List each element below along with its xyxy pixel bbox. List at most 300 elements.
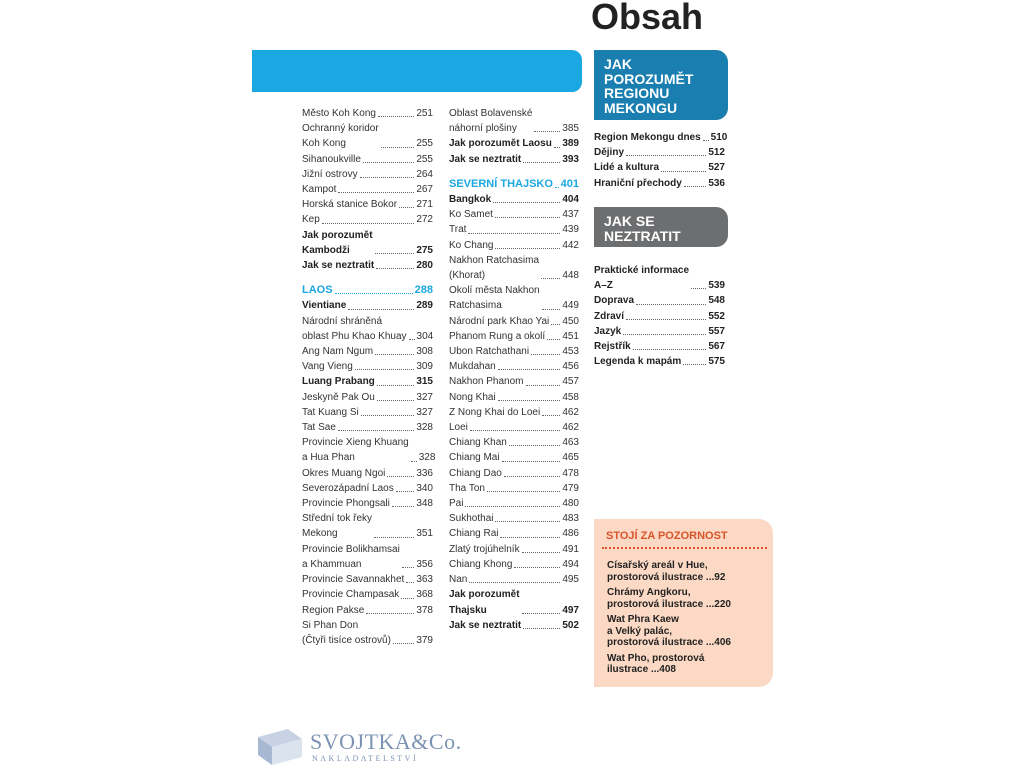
toc-entry-name: Zdraví [594, 310, 625, 322]
toc-entry-title [449, 329, 545, 344]
toc-entry[interactable] [449, 192, 579, 207]
toc-entry-page: 275 [416, 244, 433, 256]
toc-entry-name: Ko Chang [449, 239, 494, 251]
leader-dots [401, 597, 414, 599]
toc-entry[interactable] [302, 405, 433, 420]
toc-entry-name: Bangkok [449, 194, 492, 206]
toc-entry-name: Okolí města Nakhon [449, 285, 540, 297]
toc-entry-name: Chiang Dao [449, 467, 502, 479]
leader-dots [703, 139, 709, 141]
toc-entry-page: 404 [562, 194, 579, 206]
toc-entry-page: 495 [562, 574, 579, 586]
toc-entry-title [594, 145, 624, 160]
toc-entry-title [449, 405, 540, 420]
toc-entry-page: 442 [562, 239, 579, 251]
leader-dots [534, 130, 560, 132]
toc-entry-page: 548 [708, 295, 725, 307]
toc-entry-page: 368 [416, 589, 433, 601]
toc-entry-page: 308 [416, 346, 433, 358]
leader-dots [355, 368, 415, 370]
toc-entry[interactable] [302, 106, 433, 121]
toc-entry-name: Provincie Bolikhamsai [302, 543, 400, 555]
toc-entry-name: Praktické informace [594, 265, 690, 276]
toc-entry[interactable] [302, 298, 433, 313]
toc-entry-page: 363 [416, 574, 433, 586]
toc-entry-name: Hraniční přechody [594, 177, 682, 189]
toc-entry[interactable] [302, 587, 433, 602]
toc-entry-name: Pai [449, 498, 464, 510]
leader-dots [393, 642, 414, 644]
toc-entry-title [449, 435, 507, 450]
toc-entry-page: 315 [416, 376, 433, 388]
toc-entry[interactable] [449, 207, 579, 222]
leader-dots [498, 399, 561, 401]
toc-entry-page: 494 [562, 558, 579, 570]
toc-entry-name: Mukdahan [449, 361, 496, 373]
toc-entry-name: Nakhon Phanom [449, 376, 524, 388]
leader-dots [387, 475, 414, 477]
toc-entry-title [594, 293, 634, 308]
toc-entry-name-cont: A–Z [594, 280, 613, 292]
toc-entry-title [302, 481, 394, 496]
leader-dots [495, 520, 560, 522]
toc-entry-title [449, 481, 485, 496]
toc-entry-name: Vang Vieng [302, 361, 353, 373]
toc-entry-title [594, 324, 621, 339]
leader-dots [542, 308, 561, 310]
toc-entry-title [302, 420, 336, 435]
toc-entry-name: Jazyk [594, 325, 622, 337]
toc-entry-name-cont: (Čtyři tisíce ostrovů) [302, 634, 391, 646]
toc-entry[interactable] [302, 390, 433, 405]
toc-entry-page: 478 [562, 467, 579, 479]
toc-entry-page: 462 [562, 406, 579, 418]
toc-entry-name-cont: Ratchasima [449, 300, 502, 312]
leader-dots [495, 247, 560, 249]
publisher-logo [258, 725, 462, 767]
toc-entry[interactable] [449, 329, 579, 344]
toc-entry-title [449, 496, 463, 511]
toc-entry-title [449, 557, 512, 572]
toc-entry-name: Ochranný koridor [302, 123, 379, 135]
toc-entry-title [302, 359, 353, 374]
toc-entry-title [302, 344, 373, 359]
toc-entry-page: 328 [416, 422, 433, 434]
toc-entry[interactable] [449, 238, 579, 253]
leader-dots [487, 490, 560, 492]
toc-entry-page: 480 [562, 498, 579, 510]
toc-entry-title [302, 390, 375, 405]
leader-dots [683, 363, 706, 365]
toc-entry[interactable] [449, 542, 579, 557]
highlight-item-line: prostorová ilustrace ...406 [607, 637, 731, 648]
toc-entry-name: Kampot [302, 184, 337, 196]
toc-entry-title [449, 420, 468, 435]
toc-entry[interactable] [449, 435, 579, 450]
toc-entry-name: Provincie Savannakhet [302, 574, 405, 586]
highlight-item-line: prostorová ilustrace ...220 [607, 598, 731, 610]
leader-dots [375, 353, 414, 355]
toc-entry-title [449, 618, 521, 633]
toc-entry-page: 552 [708, 310, 725, 322]
toc-entry[interactable] [302, 618, 433, 648]
leader-dots [409, 338, 415, 340]
toc-entry-page: 557 [708, 325, 725, 337]
toc-entry-name: Legenda k mapám [594, 356, 682, 368]
toc-entry-page: 510 [710, 132, 728, 143]
toc-entry[interactable] [594, 160, 725, 175]
toc-entry-name: Provincie Phongsali [302, 498, 390, 510]
toc-entry[interactable] [449, 405, 579, 420]
toc-entry-page: 448 [562, 270, 579, 282]
highlight-item-line: a Velký palác, [607, 625, 673, 637]
toc-entry[interactable] [449, 374, 579, 389]
toc-entry[interactable] [594, 130, 728, 145]
toc-entry-name: Lidé a kultura [594, 162, 660, 174]
toc-entry-name: Tat Sae [302, 422, 336, 434]
toc-entry[interactable] [302, 542, 433, 572]
toc-entry-page: 272 [416, 214, 433, 226]
toc-entry[interactable] [302, 258, 433, 273]
toc-entry-name-cont: Thajsku [449, 604, 487, 616]
toc-entry-page: 456 [562, 361, 579, 373]
toc-entry-title [302, 603, 364, 618]
highlight-item-line: ilustrace ...408 [607, 664, 676, 675]
toc-entry-name: Jak porozumět Laosu [449, 138, 552, 150]
toc-entry[interactable] [449, 106, 579, 136]
section-box-neztratit[interactable]: JAK SE NEZTRATIT [594, 207, 728, 247]
toc-entry-name-cont: oblast Phu Khao Khuay [302, 330, 407, 342]
toc-entry[interactable] [449, 557, 579, 572]
leader-dots [498, 368, 561, 370]
toc-entry-page: 450 [562, 315, 579, 327]
leader-dots [500, 536, 560, 538]
leader-dots [469, 581, 560, 583]
toc-entry-name: Provincie Xieng Khuang [302, 437, 409, 449]
toc-entry[interactable] [302, 481, 433, 496]
toc-entry[interactable] [302, 435, 436, 465]
toc-entry-page: 385 [562, 123, 579, 135]
highlight-item-page: 92 [714, 571, 726, 583]
leader-dots [493, 201, 560, 203]
toc-column-1 [302, 106, 436, 648]
toc-entry[interactable] [302, 152, 433, 167]
toc-entry[interactable] [449, 390, 579, 405]
leader-dots [502, 460, 561, 462]
toc-entry-title [302, 374, 375, 389]
toc-entry-name-cont: a Hua Phan [302, 452, 355, 464]
leader-dots [531, 353, 560, 355]
toc-entry[interactable] [302, 314, 433, 344]
toc-section-laos[interactable]: LAOS 288 [302, 284, 433, 297]
highlight-item[interactable] [607, 614, 737, 649]
toc-entry-page: 536 [708, 177, 725, 189]
toc-entry-name: Chiang Mai [449, 452, 500, 464]
leader-dots [522, 551, 561, 553]
toc-entry-title [449, 136, 552, 151]
toc-entry[interactable] [302, 374, 433, 389]
toc-entry-page: 479 [562, 482, 579, 494]
leader-dots [375, 252, 415, 254]
toc-entry-name: Horská stanice Bokor [302, 199, 398, 211]
toc-entry-page: 356 [416, 558, 433, 570]
toc-entry[interactable] [449, 152, 579, 167]
logo-name: SVOJTKA&Co. [310, 729, 462, 754]
toc-entry-name: Střední tok řeky [302, 513, 373, 525]
toc-entry[interactable] [449, 314, 579, 329]
toc-entry[interactable] [594, 176, 725, 191]
toc-entry-page: 437 [562, 209, 579, 221]
toc-entry-title [302, 182, 336, 197]
toc-entry[interactable] [449, 496, 579, 511]
toc-entry[interactable] [302, 197, 433, 212]
highlight-divider [602, 547, 767, 549]
toc-entry-title [302, 197, 397, 212]
toc-entry-page: 486 [562, 528, 579, 540]
toc-entry[interactable] [449, 618, 579, 633]
leader-dots [541, 277, 560, 279]
toc-entry-title [594, 176, 682, 191]
toc-entry-page: 351 [416, 528, 433, 540]
toc-entry[interactable] [594, 339, 725, 354]
toc-entry[interactable] [594, 309, 725, 324]
leader-dots [377, 384, 415, 386]
highlight-item-page: 220 [714, 598, 731, 610]
toc-entry[interactable] [449, 222, 579, 237]
leader-dots [470, 429, 560, 431]
leader-dots [554, 146, 561, 148]
toc-entry[interactable] [302, 121, 433, 151]
toc-entry-name: Si Phan Don [302, 619, 359, 631]
toc-entry-title [302, 258, 374, 273]
toc-entry-title [594, 160, 659, 175]
toc-entry-name: Jak porozumět [302, 229, 373, 241]
toc-entry-page: 465 [562, 452, 579, 464]
toc-entry-page: 393 [562, 153, 579, 165]
leader-dots [399, 206, 414, 208]
leader-dots [514, 566, 560, 568]
toc-entry-page: 458 [562, 391, 579, 403]
toc-entry-title [449, 359, 496, 374]
toc-entry[interactable] [302, 603, 433, 618]
toc-entry-page: 327 [416, 391, 433, 403]
leader-dots [684, 185, 707, 187]
toc-entry[interactable] [449, 344, 579, 359]
toc-entry-name: Nan [449, 574, 468, 586]
toc-entry-title [449, 390, 496, 405]
leader-dots [366, 612, 414, 614]
toc-entry[interactable] [302, 212, 433, 227]
leader-dots [626, 154, 706, 156]
toc-entry-name: Z Nong Khai do Loei [449, 406, 541, 418]
leader-dots [636, 303, 706, 305]
toc-entry[interactable] [302, 496, 433, 511]
toc-entry-name: Nong Khai [449, 391, 496, 403]
toc-entry-name: Jižní ostrovy [302, 168, 358, 180]
toc-entry-name: Doprava [594, 295, 635, 307]
leader-dots [377, 399, 415, 401]
toc-entry[interactable] [449, 253, 579, 283]
leader-dots [406, 581, 414, 583]
leader-dots [348, 308, 414, 310]
leader-dots [504, 475, 561, 477]
toc-entry-name: Loei [449, 422, 468, 434]
toc-entry-title [302, 314, 407, 344]
toc-entry-title [302, 618, 391, 648]
toc-entry[interactable] [302, 511, 433, 541]
leader-dots [411, 460, 417, 462]
toc-entry[interactable] [302, 228, 433, 258]
leader-dots [378, 115, 414, 117]
toc-entry-name: Jak se neztratit [302, 260, 375, 272]
toc-entry-title [449, 344, 529, 359]
toc-entry-name: Phanom Rung a okolí [449, 330, 546, 342]
leader-dots [522, 612, 561, 614]
toc-entry-page: 575 [708, 356, 725, 368]
toc-entry-page: 539 [708, 280, 725, 292]
toc-entry-name: Severozápadní Laos [302, 482, 394, 494]
toc-entry-page: 336 [416, 467, 433, 479]
leader-dots [363, 161, 414, 163]
toc-entry[interactable] [449, 511, 579, 526]
book-logo-icon [258, 729, 302, 765]
toc-entry[interactable] [302, 572, 433, 587]
highlight-item[interactable] [607, 560, 737, 583]
toc-entry-title [449, 283, 540, 313]
toc-column-3a [594, 130, 728, 191]
toc-entry-title [449, 572, 467, 587]
toc-entry-page: 483 [562, 513, 579, 525]
toc-column-2 [449, 106, 579, 633]
leader-dots [396, 490, 415, 492]
toc-entry[interactable] [594, 293, 725, 308]
toc-entry-title [302, 212, 320, 227]
leader-dots [495, 216, 560, 218]
toc-entry-name: Luang Prabang [302, 376, 375, 388]
toc-entry-name: Národní park Khao Yai [449, 315, 550, 327]
toc-entry-page: 255 [416, 138, 433, 150]
toc-entry-page: 309 [416, 361, 433, 373]
toc-section-thajsko[interactable]: SEVERNÍ THAJSKO 401 [449, 177, 579, 190]
highlight-item-line: Wat Phra Kaew [607, 614, 679, 625]
toc-entry-title [449, 374, 524, 389]
toc-entry-title [302, 298, 346, 313]
toc-entry-title [302, 152, 361, 167]
highlight-box [594, 519, 773, 687]
leader-dots [374, 536, 414, 538]
toc-entry[interactable] [302, 359, 433, 374]
toc-entry-name: Nakhon Ratchasima [449, 254, 540, 266]
toc-entry-title [594, 263, 689, 293]
toc-entry[interactable] [449, 526, 579, 541]
toc-entry-title [302, 167, 358, 182]
toc-entry-name: Národní shráněná [302, 315, 383, 327]
leader-dots [376, 267, 414, 269]
leader-dots [633, 348, 707, 350]
toc-entry[interactable] [302, 420, 433, 435]
toc-entry[interactable] [449, 359, 579, 374]
toc-entry[interactable] [302, 167, 433, 182]
toc-entry-title [449, 314, 549, 329]
toc-entry-title [302, 587, 399, 602]
toc-entry-name: Trat [449, 224, 467, 236]
toc-entry-page: 378 [416, 604, 433, 616]
toc-entry[interactable] [302, 344, 433, 359]
toc-entry-name: Region Pakse [302, 604, 365, 616]
toc-entry[interactable] [594, 263, 725, 293]
toc-entry[interactable] [449, 481, 579, 496]
toc-entry[interactable] [449, 450, 579, 465]
toc-entry-title [302, 106, 376, 121]
toc-entry-page: 389 [562, 138, 579, 150]
toc-entry-name: Chiang Rai [449, 528, 499, 540]
toc-entry-name-cont: Koh Kong [302, 138, 346, 150]
leader-dots [381, 146, 415, 148]
toc-entry-page: 453 [562, 346, 579, 358]
leader-dots [551, 323, 560, 325]
toc-entry-page: 327 [416, 406, 433, 418]
toc-entry[interactable] [302, 182, 433, 197]
toc-entry-title [302, 511, 372, 541]
toc-entry[interactable] [449, 587, 579, 617]
toc-entry-page: 304 [416, 330, 434, 342]
highlight-item-page: 406 [714, 637, 731, 648]
section-banner [252, 50, 582, 92]
toc-column-3b [594, 263, 725, 369]
toc-entry-page: 497 [562, 604, 579, 616]
toc-entry[interactable] [594, 324, 725, 339]
toc-entry-title [302, 496, 390, 511]
toc-entry-name: Oblast Bolavenské [449, 108, 533, 119]
toc-entry-title [594, 130, 701, 145]
page-title: Obsah [591, 0, 704, 37]
leader-dots [661, 170, 706, 172]
toc-entry[interactable] [449, 420, 579, 435]
leader-dots [523, 161, 560, 163]
toc-entry[interactable] [449, 572, 579, 587]
leader-dots [691, 287, 706, 289]
toc-entry[interactable] [594, 145, 725, 160]
toc-entry-page: 264 [416, 168, 433, 180]
highlight-item[interactable] [607, 587, 737, 610]
toc-entry[interactable] [594, 354, 725, 369]
toc-entry-title [449, 106, 532, 136]
highlight-item[interactable] [607, 653, 737, 676]
toc-entry[interactable] [449, 283, 579, 313]
toc-entry-name: Rejstřík [594, 341, 631, 353]
toc-entry-title [449, 222, 466, 237]
leader-dots [623, 333, 706, 335]
toc-entry-name: Ko Samet [449, 209, 493, 221]
toc-entry-title [594, 339, 631, 354]
toc-entry-page: 527 [708, 162, 725, 174]
leader-dots [509, 444, 560, 446]
toc-entry-name: Ang Nam Ngum [302, 346, 374, 358]
toc-entry-page: 462 [562, 422, 579, 434]
toc-entry-name-cont: náhorní plošiny [449, 123, 517, 135]
leader-dots [465, 505, 560, 507]
toc-entry[interactable] [449, 136, 579, 151]
leader-dots [547, 338, 560, 340]
toc-entry[interactable] [302, 466, 433, 481]
toc-entry-title [302, 228, 373, 258]
section-box-porozumet[interactable]: JAK POROZUMĚT REGIONU MEKONGU [594, 50, 728, 120]
toc-entry[interactable] [449, 466, 579, 481]
toc-entry-title [449, 238, 493, 253]
logo-subtitle: NAKLADATELSTVÍ [312, 754, 419, 763]
highlight-list [607, 560, 737, 680]
toc-entry-page: 451 [562, 330, 579, 342]
